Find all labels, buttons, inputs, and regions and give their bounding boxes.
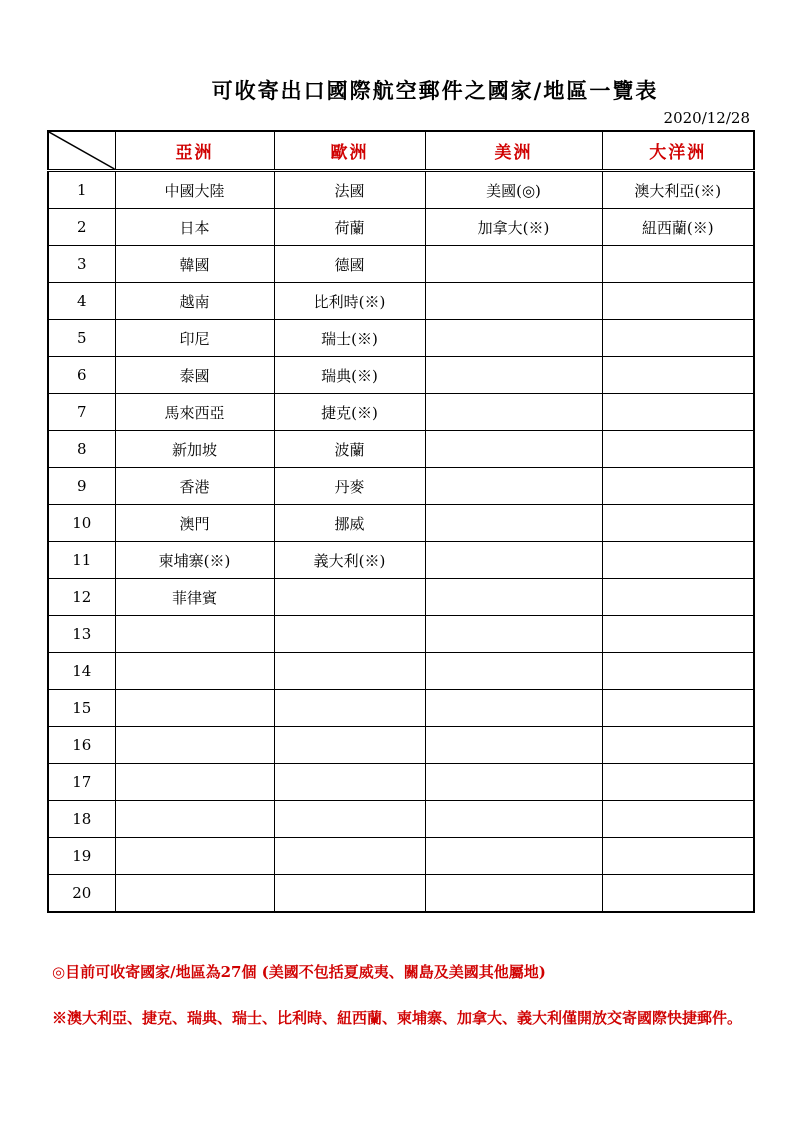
row-number: 16: [48, 727, 115, 764]
cell-america: [425, 542, 602, 579]
table-row: [48, 579, 754, 616]
cell-asia: [115, 690, 274, 727]
cell-europe: 義大利(※): [274, 542, 425, 579]
row-number: 1: [48, 171, 115, 209]
header-europe: 歐洲: [274, 131, 425, 171]
row-number: 18: [48, 801, 115, 838]
cell-america: [425, 246, 602, 283]
cell-oceania: [602, 764, 754, 801]
cell-asia: 柬埔寨(※): [115, 542, 274, 579]
page-title: 可收寄出口國際航空郵件之國家/地區一覽表: [211, 78, 659, 103]
table-row: [48, 246, 754, 283]
cell-america: [425, 875, 602, 913]
table-row: [48, 690, 754, 727]
header-oceania: 大洋洲: [602, 131, 754, 171]
cell-europe: 荷蘭: [274, 209, 425, 246]
row-number: 5: [48, 320, 115, 357]
cell-oceania: [602, 468, 754, 505]
table-row: [48, 653, 754, 690]
cell-america: [425, 283, 602, 320]
cell-europe: 法國: [274, 171, 425, 209]
table-row: [48, 209, 754, 246]
cell-oceania: [602, 838, 754, 875]
cell-oceania: [602, 690, 754, 727]
cell-oceania: 澳大利亞(※): [602, 171, 754, 209]
table-row: [48, 320, 754, 357]
cell-asia: 新加坡: [115, 431, 274, 468]
cell-oceania: [602, 616, 754, 653]
cell-europe: [274, 616, 425, 653]
row-number: 7: [48, 394, 115, 431]
country-table: [47, 130, 755, 913]
cell-europe: 德國: [274, 246, 425, 283]
note-express-only: ※澳大利亞、捷克、瑞典、瑞士、比利時、紐西蘭、柬埔寨、加拿大、義大利僅開放交寄國際快捷郵件。: [52, 1009, 743, 1027]
cell-europe: 丹麥: [274, 468, 425, 505]
cell-oceania: [602, 727, 754, 764]
row-number: 14: [48, 653, 115, 690]
cell-europe: [274, 875, 425, 913]
cell-america: [425, 505, 602, 542]
table-row: [48, 468, 754, 505]
cell-asia: [115, 801, 274, 838]
row-number: 10: [48, 505, 115, 542]
table-row: [48, 283, 754, 320]
cell-asia: [115, 616, 274, 653]
table-row: [48, 838, 754, 875]
row-number: 11: [48, 542, 115, 579]
cell-europe: 波蘭: [274, 431, 425, 468]
cell-asia: [115, 838, 274, 875]
cell-asia: 澳門: [115, 505, 274, 542]
table-row: [48, 801, 754, 838]
cell-america: 美國(◎): [425, 171, 602, 209]
cell-america: [425, 764, 602, 801]
cell-europe: [274, 653, 425, 690]
cell-oceania: [602, 283, 754, 320]
table-row: [48, 727, 754, 764]
cell-america: [425, 690, 602, 727]
cell-europe: 挪威: [274, 505, 425, 542]
row-number: 4: [48, 283, 115, 320]
cell-america: [425, 320, 602, 357]
cell-europe: 捷克(※): [274, 394, 425, 431]
table-row: [48, 505, 754, 542]
table-row: [48, 542, 754, 579]
cell-oceania: [602, 875, 754, 913]
cell-oceania: [602, 542, 754, 579]
cell-america: [425, 838, 602, 875]
row-number: 2: [48, 209, 115, 246]
cell-asia: 越南: [115, 283, 274, 320]
cell-europe: [274, 579, 425, 616]
cell-america: [425, 579, 602, 616]
cell-america: [425, 394, 602, 431]
cell-asia: [115, 764, 274, 801]
cell-asia: 馬來西亞: [115, 394, 274, 431]
row-number: 15: [48, 690, 115, 727]
cell-oceania: 紐西蘭(※): [602, 209, 754, 246]
table-row: [48, 764, 754, 801]
cell-asia: [115, 653, 274, 690]
note-total: ◎目前可收寄國家/地區為27個 (美國不包括夏威夷、關島及美國其他屬地): [52, 963, 546, 981]
cell-america: [425, 801, 602, 838]
cell-asia: 韓國: [115, 246, 274, 283]
cell-europe: 瑞士(※): [274, 320, 425, 357]
table-row: [48, 616, 754, 653]
cell-asia: [115, 727, 274, 764]
cell-oceania: [602, 579, 754, 616]
diagonal-line: [49, 132, 115, 169]
cell-asia: 印尼: [115, 320, 274, 357]
document-date: 2020/12/28: [663, 109, 750, 127]
cell-asia: 日本: [115, 209, 274, 246]
header-asia: 亞洲: [115, 131, 274, 171]
table-row: [48, 431, 754, 468]
row-number: 9: [48, 468, 115, 505]
cell-oceania: [602, 246, 754, 283]
cell-america: 加拿大(※): [425, 209, 602, 246]
cell-asia: [115, 875, 274, 913]
row-number: 6: [48, 357, 115, 394]
cell-europe: [274, 764, 425, 801]
cell-oceania: [602, 320, 754, 357]
cell-oceania: [602, 505, 754, 542]
cell-europe: [274, 801, 425, 838]
cell-asia: 香港: [115, 468, 274, 505]
corner-cell: [48, 131, 115, 171]
row-number: 3: [48, 246, 115, 283]
cell-europe: 瑞典(※): [274, 357, 425, 394]
cell-oceania: [602, 431, 754, 468]
cell-europe: [274, 838, 425, 875]
cell-america: [425, 616, 602, 653]
cell-america: [425, 357, 602, 394]
cell-america: [425, 727, 602, 764]
row-number: 20: [48, 875, 115, 913]
table-row: [48, 875, 754, 913]
cell-europe: [274, 690, 425, 727]
table-row: [48, 357, 754, 394]
cell-america: [425, 431, 602, 468]
row-number: 17: [48, 764, 115, 801]
cell-america: [425, 468, 602, 505]
cell-oceania: [602, 394, 754, 431]
row-number: 8: [48, 431, 115, 468]
cell-oceania: [602, 653, 754, 690]
cell-asia: 菲律賓: [115, 579, 274, 616]
cell-asia: 泰國: [115, 357, 274, 394]
table-row: [48, 394, 754, 431]
table-body: [48, 171, 754, 913]
header-america: 美洲: [425, 131, 602, 171]
row-number: 12: [48, 579, 115, 616]
cell-oceania: [602, 801, 754, 838]
cell-america: [425, 653, 602, 690]
table-header-row: [48, 131, 754, 171]
cell-europe: 比利時(※): [274, 283, 425, 320]
table-row: [48, 171, 754, 209]
cell-oceania: [602, 357, 754, 394]
row-number: 19: [48, 838, 115, 875]
cell-europe: [274, 727, 425, 764]
row-number: 13: [48, 616, 115, 653]
cell-asia: 中國大陸: [115, 171, 274, 209]
